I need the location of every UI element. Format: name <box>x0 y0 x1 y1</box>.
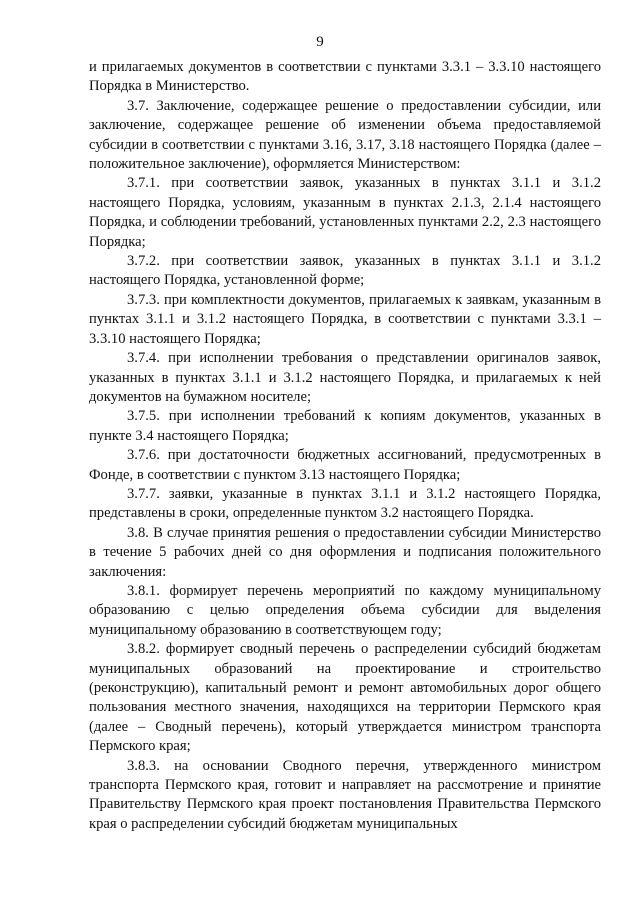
paragraph-3-8-1: 3.8.1. формирует перечень мероприятий по каждому муниципальному образованию с целью определения объема субсидии для выделения муниципальному образованию в соответствующем году; <box>89 582 601 638</box>
paragraph-3-8: 3.8. В случае принятия решения о предоставлении субсидии Министерство в течение 5 рабочих дней со дня оформления и подписания положительного заключения: <box>89 524 601 580</box>
paragraph-3-7: 3.7. Заключение, содержащее решение о предоставлении субсидии, или заключение, содержащее решение об изменении объема предоставляемой субсидии в соответствии с пунктами 3.16, 3.17, 3.18 настоящего Порядка (далее – положительное заключение), оформляется Министерством: <box>89 97 601 173</box>
paragraph-3-7-6: 3.7.6. при достаточности бюджетных ассигнований, предусмотренных в Фонде, в соответствии с пунктом 3.13 настоящего Порядка; <box>89 447 601 483</box>
paragraph-3-7-4: 3.7.4. при исполнении требования о представлении оригиналов заявок, указанных в пунктах 3.1.1 и 3.1.2 настоящего Порядка, и прилагаемых к ней документов на бумажном носителе; <box>89 350 601 405</box>
paragraph-continuation: и прилагаемых документов в соответствии с пунктами 3.3.1 – 3.3.10 настоящего Порядка в Министерство. <box>89 59 601 95</box>
paragraph-3-7-5: 3.7.5. при исполнении требований к копиям документов, указанных в пункте 3.4 настоящего Порядка; <box>89 408 601 444</box>
paragraph-3-7-7: 3.7.7. заявки, указанные в пунктах 3.1.1 и 3.1.2 настоящего Порядка, представлены в сроки, определенные пунктом 3.2 настоящего Порядка. <box>89 485 601 522</box>
paragraph-3-7-3: 3.7.3. при комплектности документов, прилагаемых к заявкам, указанным в пунктах 3.1.1 и 3.1.2 настоящего Порядка, в соответствии с пунктами 3.3.1 – 3.3.10 настоящего Порядка; <box>89 291 601 347</box>
paragraph-3-7-2: 3.7.2. при соответствии заявок, указанных в пунктах 3.1.1 и 3.1.2 настоящего Порядка, установленной форме; <box>89 253 601 289</box>
page-number: 9 <box>316 34 324 50</box>
paragraph-3-8-2: 3.8.2. формирует сводный перечень о распределении субсидий бюджетам муниципальных образований на проектирование и строительство (реконструкцию), капитальный ремонт и ремонт автомобильных дорог общего пользования местного значения, находящихся на территории Пермского края (далее – Сводный перечень), который утверждается министром транспорта Пермского края; <box>89 641 601 755</box>
paragraph-3-8-3: 3.8.3. на основании Сводного перечня, утвержденного министром транспорта Пермского края, готовит и направляет на рассмотрение и принятие Правительству Пермского края проект постановления Правительства Пермского края о распределении субсидий бюджетам муниципальных <box>89 757 601 832</box>
paragraph-3-7-1: 3.7.1. при соответствии заявок, указанных в пунктах 3.1.1 и 3.1.2 настоящего Порядка, условиям, указанным в пунктах 2.1.3, 2.1.4 настоящего Порядка, и соблюдении требований, установленных пунктами 2.2, 2.3 настоящего Порядка; <box>89 175 601 250</box>
document-body <box>89 58 601 834</box>
